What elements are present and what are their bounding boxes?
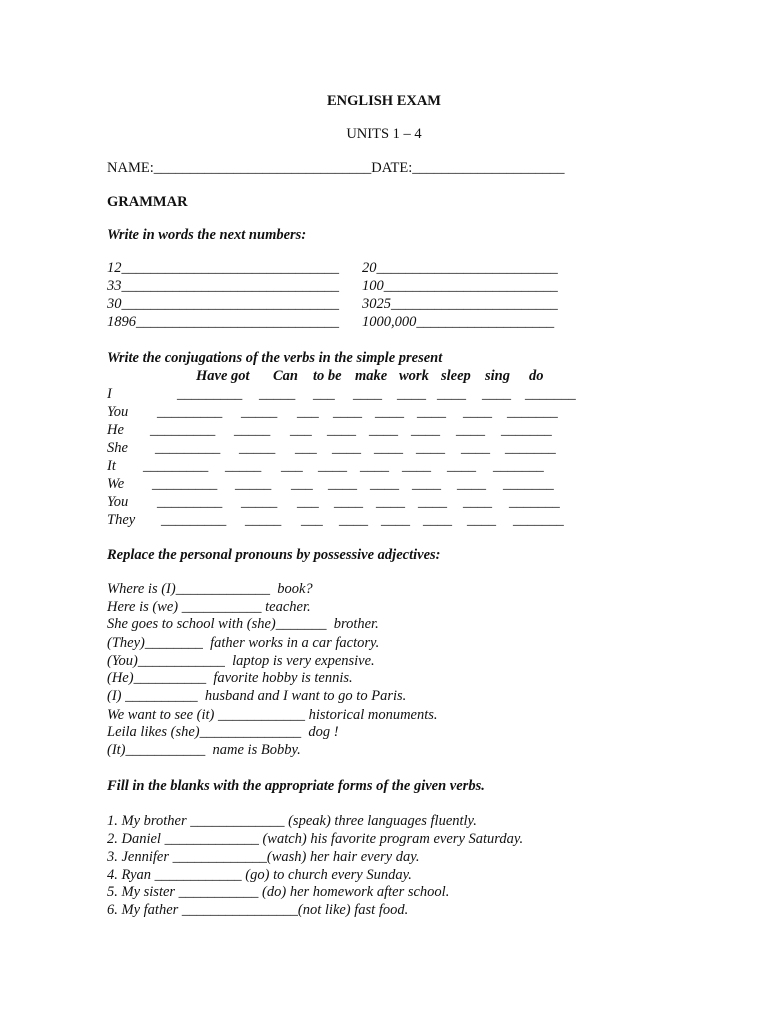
number-left: 33______________________________ <box>107 278 339 294</box>
blank: ____ <box>397 386 426 402</box>
blank: ____ <box>482 386 511 402</box>
list-item: Here is (we) ___________ teacher. <box>107 599 311 615</box>
number-left: 12______________________________ <box>107 260 339 276</box>
blank: _____ <box>235 476 272 492</box>
blank: ___ <box>313 386 335 402</box>
blank: _______ <box>507 404 558 420</box>
pronoun: She <box>107 440 128 456</box>
pronoun: We <box>107 476 125 492</box>
blank: ____ <box>328 476 357 492</box>
name-date-line: NAME:______________________________DATE:_____________________ <box>107 160 565 176</box>
conjugation-row <box>107 493 560 511</box>
blank: ____ <box>456 422 485 438</box>
blank: ____ <box>463 404 492 420</box>
blank: ___ <box>281 458 303 474</box>
blank: _________ <box>150 422 216 438</box>
blank: _______ <box>509 494 560 510</box>
fill-instruction: Fill in the blanks with the appropriate forms of the given verbs. <box>107 778 485 794</box>
verb-header: sing <box>485 368 510 384</box>
grammar-heading: GRAMMAR <box>107 194 188 210</box>
blank: _____ <box>234 422 271 438</box>
blank: ____ <box>381 512 410 528</box>
blank: ____ <box>467 512 496 528</box>
number-right: 20_________________________ <box>362 260 558 276</box>
conjugation-row <box>107 421 552 439</box>
number-right: 3025_______________________ <box>362 296 558 312</box>
list-item: Where is (I)_____________ book? <box>107 581 313 597</box>
list-item: 1. My brother _____________ (speak) three languages fluently. <box>107 813 477 829</box>
conjugation-instruction: Write the conjugations of the verbs in the simple present <box>107 350 443 366</box>
numbers-row <box>107 313 555 331</box>
blank: ____ <box>461 440 490 456</box>
number-right: 100________________________ <box>362 278 558 294</box>
number-right: 1000,000___________________ <box>362 314 555 330</box>
verb-header: make <box>355 368 388 384</box>
blank: ___ <box>301 512 323 528</box>
blank: ____ <box>370 476 399 492</box>
blank: _________ <box>143 458 209 474</box>
blank: _______ <box>503 476 554 492</box>
list-item: (He)__________ favorite hobby is tennis. <box>107 670 353 686</box>
blank: _____ <box>259 386 296 402</box>
list-item: 5. My sister ___________ (do) her homework after school. <box>107 884 450 900</box>
blank: _____ <box>241 404 278 420</box>
conjugation-row <box>107 403 558 421</box>
number-left: 1896____________________________ <box>107 314 339 330</box>
conjugation-row <box>107 439 556 457</box>
blank: ___ <box>291 476 313 492</box>
verb-header: Can <box>273 368 298 384</box>
blank: _________ <box>177 386 243 402</box>
blank: ____ <box>411 422 440 438</box>
blank: ____ <box>418 494 447 510</box>
verb-header: do <box>529 368 544 384</box>
blank: ____ <box>437 386 466 402</box>
conjugation-row <box>107 457 544 475</box>
list-item: 2. Daniel _____________ (watch) his favorite program every Saturday. <box>107 831 524 847</box>
list-item: 4. Ryan ____________ (go) to church every Sunday. <box>107 867 412 883</box>
verb-header: to be <box>313 368 342 384</box>
blank: ____ <box>360 458 389 474</box>
blank: ____ <box>374 440 403 456</box>
blank: _______ <box>493 458 544 474</box>
numbers-row <box>107 259 558 277</box>
blank: ____ <box>332 440 361 456</box>
blank: _______ <box>513 512 564 528</box>
blank: ____ <box>416 440 445 456</box>
conjugation-row <box>107 385 576 403</box>
blank: _______ <box>501 422 552 438</box>
blank: ____ <box>353 386 382 402</box>
verb-header: Have got <box>196 368 250 384</box>
pronoun: It <box>107 458 116 474</box>
blank: ___ <box>295 440 317 456</box>
number-left: 30______________________________ <box>107 296 339 312</box>
exam-title: ENGLISH EXAM <box>326 93 441 109</box>
blank: ____ <box>327 422 356 438</box>
blank: ____ <box>339 512 368 528</box>
list-item: 3. Jennifer _____________(wash) her hair every day. <box>107 849 420 865</box>
blank: ___ <box>290 422 312 438</box>
pronoun: You <box>107 404 129 420</box>
numbers-row <box>107 295 558 313</box>
pronoun: He <box>107 422 124 438</box>
list-item: (I) __________ husband and I want to go to Paris. <box>107 688 407 704</box>
blank: ____ <box>369 422 398 438</box>
verb-header: sleep <box>441 368 471 384</box>
blank: _________ <box>155 440 221 456</box>
conjugation-row <box>107 511 564 529</box>
blank: ____ <box>447 458 476 474</box>
conjugation-row <box>107 475 554 493</box>
pronoun: I <box>107 386 112 402</box>
blank: _________ <box>152 476 218 492</box>
blank: _________ <box>157 494 223 510</box>
pronoun: They <box>107 512 136 528</box>
blank: _________ <box>157 404 223 420</box>
possessive-instruction: Replace the personal pronouns by possessive adjectives: <box>107 547 441 563</box>
list-item: We want to see (it) ____________ historical monuments. <box>107 707 438 723</box>
blank: ____ <box>402 458 431 474</box>
blank: ____ <box>412 476 441 492</box>
blank: ___ <box>297 494 319 510</box>
blank: ____ <box>334 494 363 510</box>
numbers-row <box>107 277 558 295</box>
blank: ____ <box>375 404 404 420</box>
blank: _______ <box>505 440 556 456</box>
numbers-instruction: Write in words the next numbers: <box>107 227 307 243</box>
list-item: (You)____________ laptop is very expensive. <box>107 653 375 669</box>
blank: ____ <box>376 494 405 510</box>
list-item: (It)___________ name is Bobby. <box>107 742 301 758</box>
blank: _____ <box>245 512 282 528</box>
pronoun: You <box>107 494 129 510</box>
blank: _____ <box>239 440 276 456</box>
list-item: (They)________ father works in a car factory. <box>107 635 380 651</box>
blank: ___ <box>297 404 319 420</box>
verb-header-row <box>107 367 544 385</box>
list-item: Leila likes (she)______________ dog ! <box>107 724 339 740</box>
blank: ____ <box>423 512 452 528</box>
blank: _________ <box>161 512 227 528</box>
units-subtitle: UNITS 1 – 4 <box>346 126 422 142</box>
list-item: 6. My father ________________(not like) fast food. <box>107 902 409 918</box>
blank: _____ <box>241 494 278 510</box>
blank: ____ <box>457 476 486 492</box>
verb-header: work <box>399 368 429 384</box>
list-item: She goes to school with (she)_______ brother. <box>107 616 379 632</box>
blank: _____ <box>225 458 262 474</box>
blank: _______ <box>525 386 576 402</box>
blank: ____ <box>333 404 362 420</box>
blank: ____ <box>463 494 492 510</box>
blank: ____ <box>318 458 347 474</box>
blank: ____ <box>417 404 446 420</box>
